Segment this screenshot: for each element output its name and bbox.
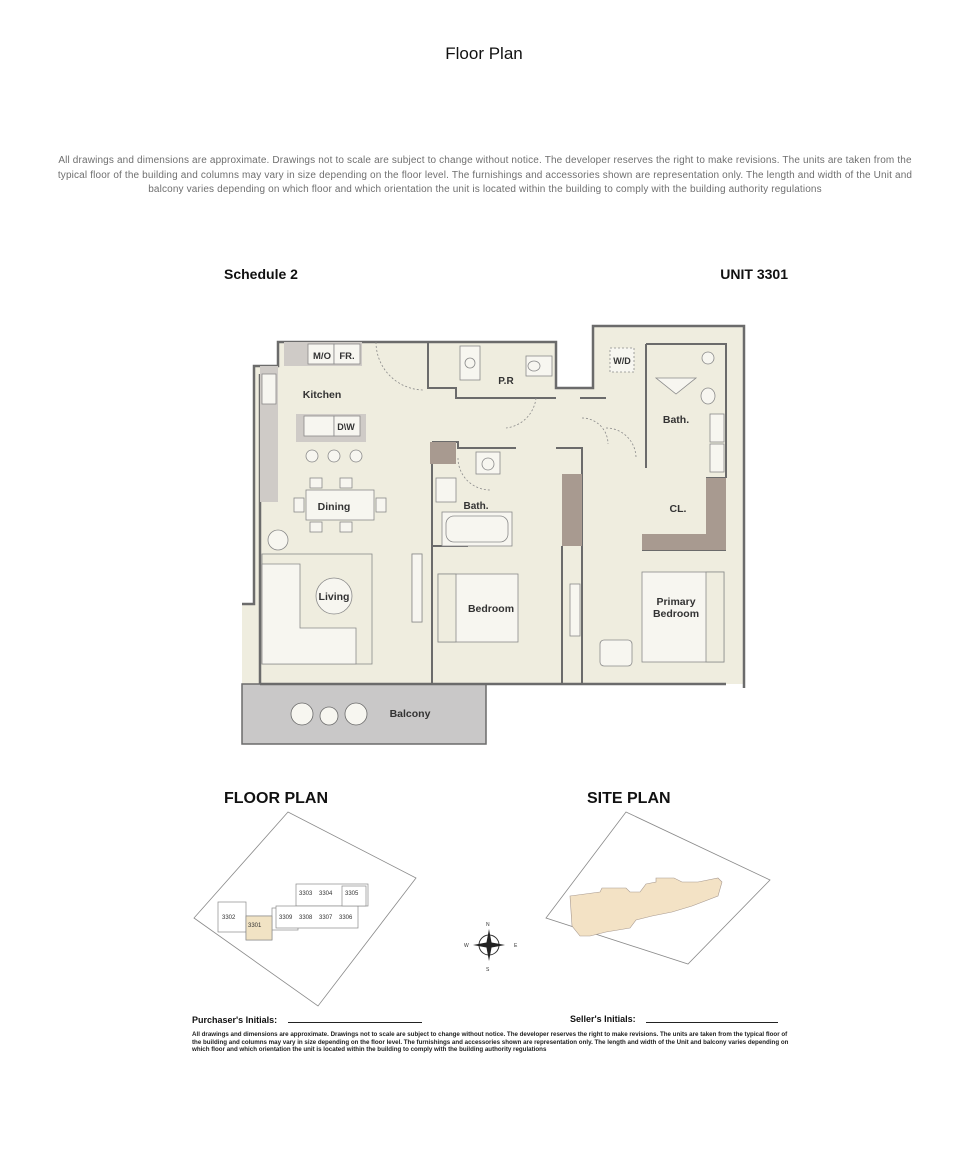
key-unit-3309: 3309 <box>279 915 293 921</box>
disclaimer-bottom: All drawings and dimensions are approximate. Drawings not to scale are subject to change without notice. The developer reserves the right to make revisions. The units are taken from the typical floor of the building and columns may vary in size depending on the floor level. The furnishings and accessories shown are representation only. The length and width of the Unit and balcony varies depending on which floor and which orientation the unit is located within the building to comply with the building authority regulations <box>192 1031 789 1054</box>
second-bath-label: Bath. <box>463 501 489 512</box>
compass-s: S <box>486 967 490 973</box>
compass-rose <box>464 918 522 974</box>
key-unit-3304: 3304 <box>319 891 333 897</box>
closet-label: CL. <box>669 503 687 515</box>
site-building-footprint <box>570 878 722 936</box>
compass-e: E <box>514 943 518 949</box>
disclaimer-top: All drawings and dimensions are approximate. Drawings not to scale are subject to change without notice. The developer reserves the right to make revisions. The units are taken from the typical floor of the building and columns may vary in size depending on the floor level. The furnishings and accessories shown are representation only. The length and width of the Unit and balcony varies depending on which floor and which orientation the unit is located within the building to comply with the building authority regulations <box>57 155 913 195</box>
unit-floor-plan <box>236 318 752 750</box>
bar-stools <box>306 450 362 462</box>
schedule-label: Schedule 2 <box>224 266 298 282</box>
fr-label: FR. <box>339 351 355 362</box>
primary-bedroom-label-2: Bedroom <box>652 608 700 620</box>
key-unit-3308: 3308 <box>299 915 313 921</box>
key-unit-3306: 3306 <box>339 915 353 921</box>
purchaser-initials-label: Purchaser's Initials: <box>192 1015 278 1025</box>
mo-label: M/O <box>313 351 331 362</box>
wd-label: W/D <box>613 356 631 366</box>
seller-initials-label: Seller's Initials: <box>570 1014 636 1024</box>
compass-w: W <box>464 943 469 949</box>
key-unit-3301: 3301 <box>248 923 262 929</box>
key-unit-3305: 3305 <box>345 891 359 897</box>
key-unit-3303: 3303 <box>299 891 313 897</box>
site-plan <box>542 808 774 968</box>
key-unit-3302: 3302 <box>222 915 236 921</box>
unit-label: UNIT 3301 <box>720 266 788 282</box>
compass-n: N <box>486 922 490 928</box>
pr-label: P.R <box>498 376 514 387</box>
purchaser-initials-line[interactable] <box>288 1022 422 1023</box>
key-floor-plan <box>190 808 418 1010</box>
key-unit-3307: 3307 <box>319 915 333 921</box>
balcony-label: Balcony <box>389 708 431 720</box>
master-bath-label: Bath. <box>662 414 690 426</box>
floor-plan-title: FLOOR PLAN <box>224 790 328 807</box>
page-title: Floor Plan <box>445 44 523 63</box>
seller-initials-line[interactable] <box>646 1022 778 1023</box>
dining-label: Dining <box>317 501 351 513</box>
primary-bedroom-label-1: Primary <box>656 596 696 608</box>
site-plan-title: SITE PLAN <box>587 790 671 807</box>
bedroom-label: Bedroom <box>467 603 515 615</box>
kitchen-label: Kitchen <box>302 389 342 401</box>
living-label: Living <box>318 591 350 603</box>
dw-label: D\W <box>337 422 355 432</box>
